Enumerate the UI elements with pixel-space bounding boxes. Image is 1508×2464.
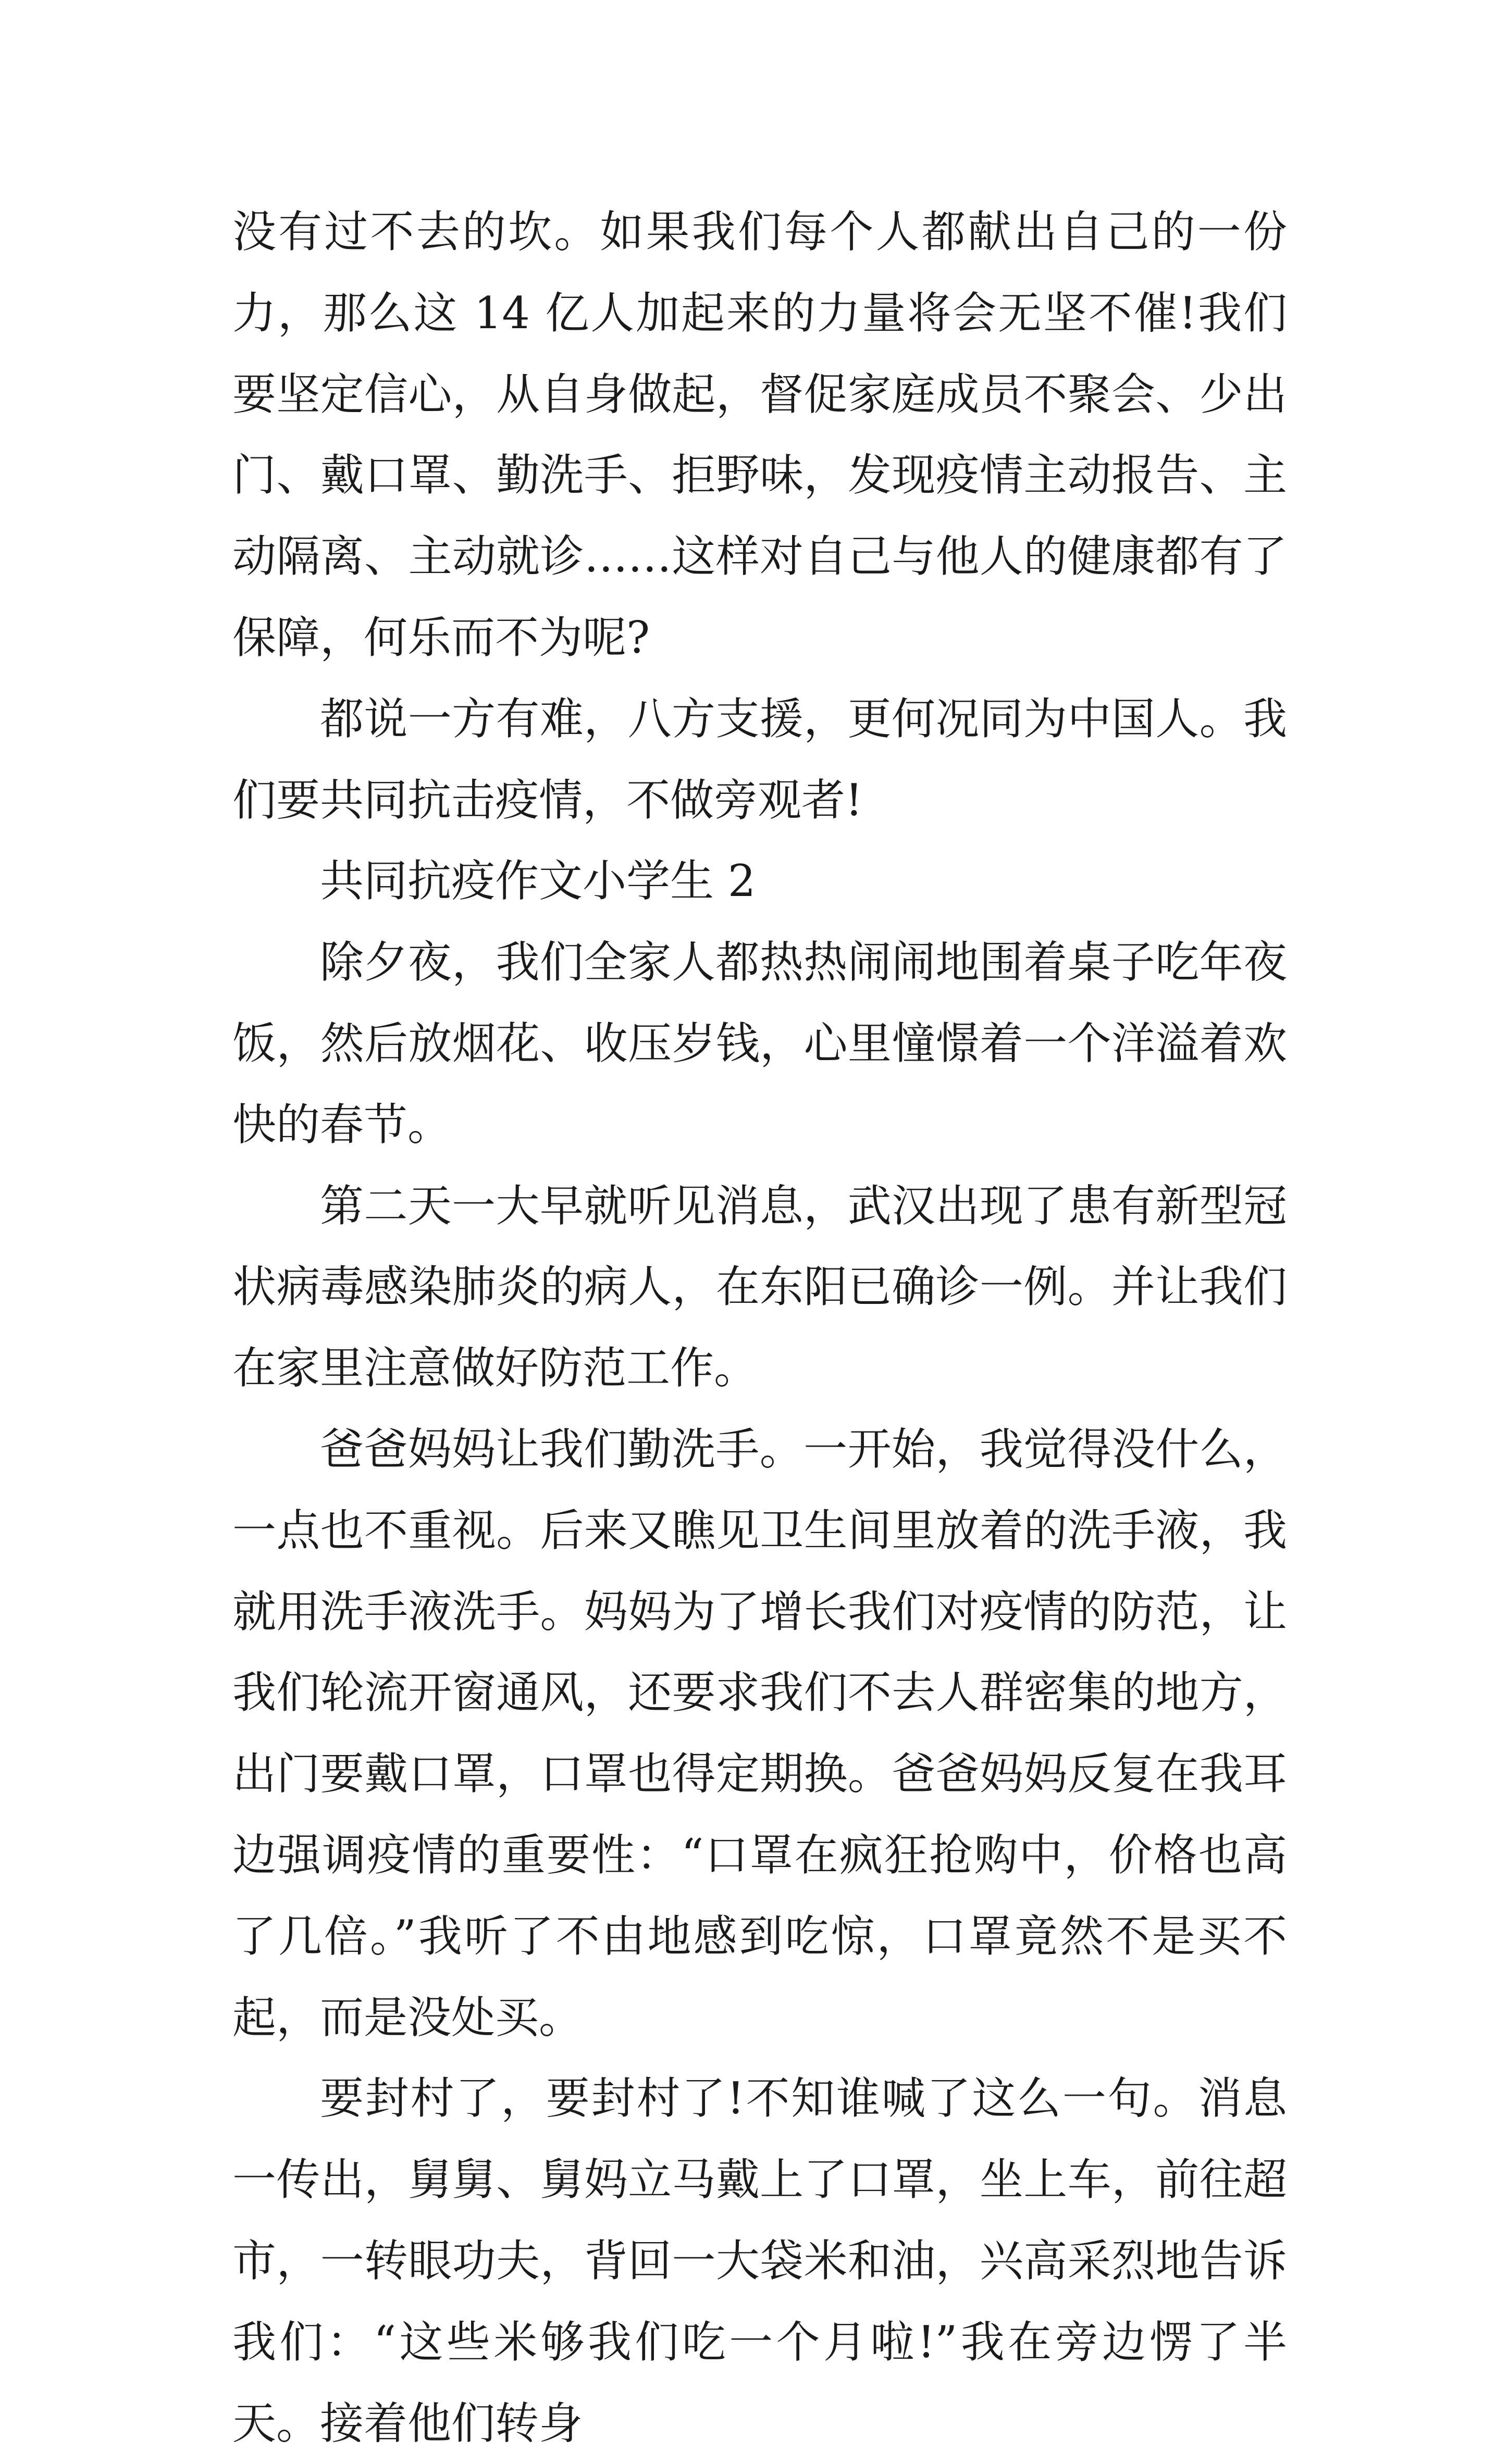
paragraph: 要封村了，要封村了!不知谁喊了这么一句。消息一传出，舅舅、舅妈立马戴上了口罩，坐上车，前往超市，一转眼功夫，背回一大袋米和油，兴高采烈地告诉我们：“这些米够我们吃一个月啦!”我在旁边愣了半天。接着他们转身: [232, 2073, 1287, 2449]
paragraph: 除夕夜，我们全家人都热热闹闹地围着桌子吃年夜饭，然后放烟花、收压岁钱，心里憧憬着一个洋溢着欢快的春节。: [232, 937, 1287, 1150]
section-heading: 共同抗疫作文小学生 2: [320, 855, 756, 907]
paragraph: 第二天一大早就听见消息，武汉出现了患有新型冠状病毒感染肺炎的病人，在东阳已确诊一例。并让我们在家里注意做好防范工作。: [232, 1180, 1287, 1394]
paragraph: 都说一方有难，八方支援，更何况同为中国人。我们要共同抗击疫情，不做旁观者!: [232, 693, 1287, 826]
paragraph: 爸爸妈妈让我们勤洗手。一开始，我觉得没什么，一点也不重视。后来又瞧见卫生间里放着的洗手液，我就用洗手液洗手。妈妈为了增长我们对疫情的防范，让我们轮流开窗通风，还要求我们不去人群密集的地方，出门要戴口罩，口罩也得定期换。爸爸妈妈反复在我耳边强调疫情的重要性：“口罩在疯狂抢购中，价格也高了几倍。”我听了不由地感到吃惊，口罩竟然不是买不起，而是没处买。: [232, 1423, 1287, 2043]
body-text: [232, 192, 1287, 2464]
paragraph: 没有过不去的坎。如果我们每个人都献出自己的一份力，那么这 14 亿人加起来的力量将会无坚不催!我们要坚定信心，从自身做起，督促家庭成员不聚会、少出门、戴口罩、勤洗手、拒野味，发现疫情主动报告、主动隔离、主动就诊……这样对自己与他人的健康都有了保障，何乐而不为呢?: [232, 206, 1287, 663]
